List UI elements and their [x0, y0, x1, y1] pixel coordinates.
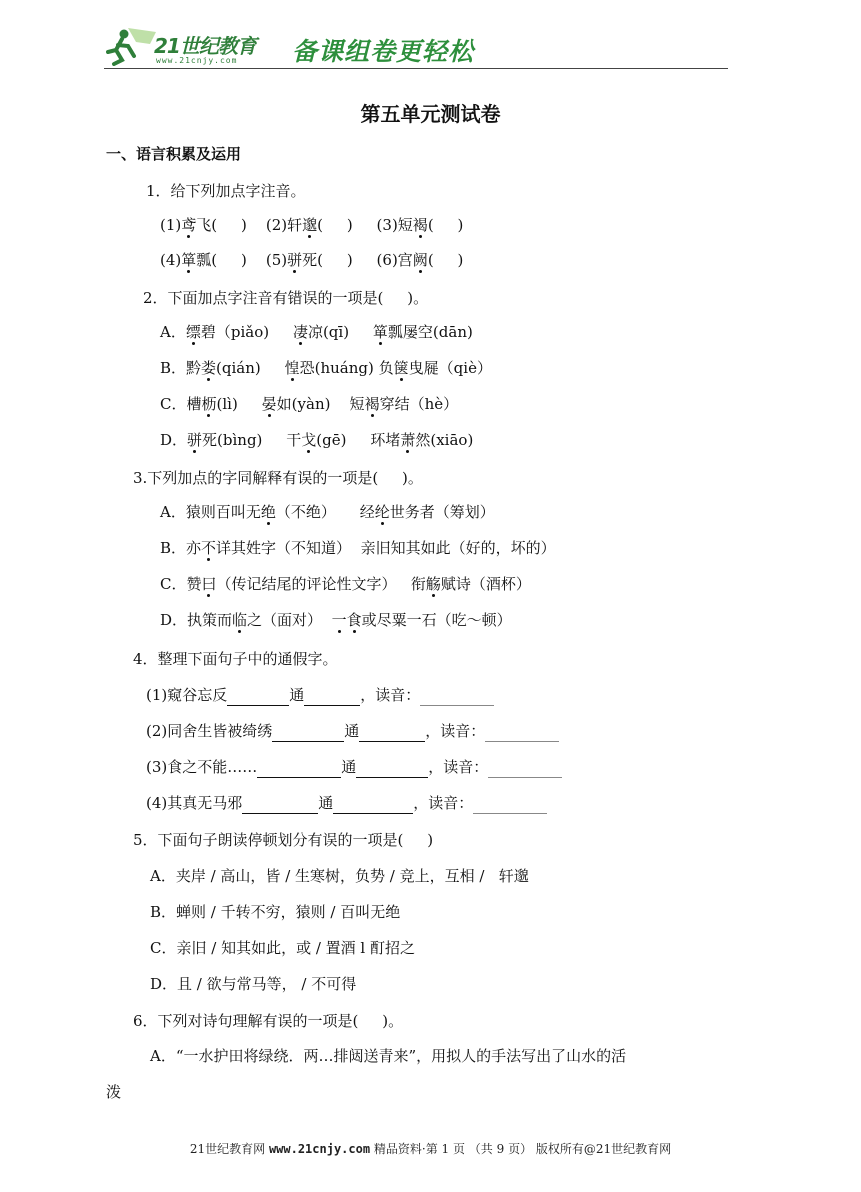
question-3-stem: 3.下列加点的字同解释有误的一项是( )。: [133, 469, 423, 487]
question-4-item-3: (3)食之不能…… 通 ，读音：: [146, 756, 562, 778]
pronunciation-blank[interactable]: [488, 761, 562, 778]
question-2-option-a: A．缥碧（piǎo) 凄凉(qī) 箪瓢屡空(dān): [160, 323, 473, 341]
runner-logo-icon: [106, 26, 158, 66]
question-5-option-d: D．且 / 欲与常马等， / 不可得: [150, 975, 357, 993]
pronunciation-blank[interactable]: [473, 797, 547, 814]
question-3-option-a: A．猿则百叫无绝（不绝） 经纶世务者（筹划）: [160, 503, 495, 521]
answer-blank[interactable]: [356, 761, 428, 778]
question-3-option-b: B．亦不详其姓字（不知道） 亲旧知其如此（好的，坏的）: [160, 539, 556, 557]
question-4-stem: 4．整理下面句子中的通假字。: [133, 650, 338, 668]
question-3-option-d: D．执策而临之（面对） 一食或尽粟一石（吃～顿）: [160, 611, 512, 629]
question-5-stem: 5．下面句子朗读停顿划分有误的一项是( ): [133, 831, 434, 849]
question-3-option-c: C．赞曰（传记结尾的评论性文字） 衔觞赋诗（酒杯）: [160, 575, 531, 593]
footer-site-link[interactable]: www.21cnjy.com: [268, 1142, 371, 1156]
brand-site: www.21cnjy.com: [156, 56, 238, 65]
question-6-option-a-continued: 泼: [106, 1083, 122, 1101]
question-2-option-b: B．黔娄(qián) 惶恐(huáng) 负箧曳屣（qiè）: [160, 359, 492, 377]
question-4-item-4: (4)其真无马邪 通 ，读音：: [146, 792, 547, 814]
question-4-item-2: (2)同舍生皆被绮绣 通 ，读音：: [146, 720, 559, 742]
question-4-item-1: (1)窥谷忘反 通 ，读音：: [146, 684, 494, 706]
pronunciation-blank[interactable]: [485, 725, 559, 742]
answer-blank[interactable]: [242, 797, 318, 814]
page-header: [104, 24, 728, 70]
question-1-stem: 1．给下列加点字注音。: [146, 182, 306, 200]
question-5-option-c: C．亲旧 / 知其如此，或 / 置酒 l 酊招之: [150, 939, 415, 957]
section-heading: 一、语言积累及运用: [106, 145, 242, 163]
question-1-row-1: (1)鸢飞( ) (2)轩邈( ) (3)短褐( ): [160, 216, 464, 234]
answer-blank[interactable]: [304, 689, 360, 706]
question-2-option-c: C．槽枥(lì) 晏如(yàn) 短褐穿结（hè）: [160, 395, 459, 413]
question-1-row-2: (4)箪瓢( ) (5)骈死( ) (6)宫阙( ): [160, 251, 464, 269]
question-5-option-b: B．蝉则 / 千转不穷，猿则 / 百叫无绝: [150, 903, 401, 921]
answer-blank[interactable]: [257, 761, 341, 778]
question-2-option-d: D．骈死(bìng) 干戈(gē) 环堵萧然(xiāo): [160, 431, 474, 449]
header-slogan: 备课组卷更轻松: [292, 37, 475, 66]
answer-blank[interactable]: [227, 689, 289, 706]
question-6-stem: 6．下列对诗句理解有误的一项是( )。: [133, 1012, 404, 1030]
question-5-option-a: A．夹岸 / 高山，皆 / 生寒树，负势 / 竞上，互相 / 轩邈: [150, 867, 529, 885]
header-divider: [104, 68, 728, 69]
question-6-option-a: A．“一水护田将绿绕．两…排闼送青来”，用拟人的手法写出了山水的活: [150, 1047, 627, 1065]
page-footer: 21世纪教育网 www.21cnjy.com 精品资料·第 1 页 （共 9 页） 版权所有@21世纪教育网: [189, 1142, 672, 1156]
question-2-stem: 2．下面加点字注音有错误的一项是( )。: [143, 289, 429, 307]
page-title: 第五单元测试卷: [360, 102, 501, 126]
pronunciation-blank[interactable]: [420, 689, 494, 706]
brand-name: 21世纪教育: [154, 34, 256, 58]
answer-blank[interactable]: [333, 797, 413, 814]
answer-blank[interactable]: [272, 725, 344, 742]
answer-blank[interactable]: [359, 725, 425, 742]
